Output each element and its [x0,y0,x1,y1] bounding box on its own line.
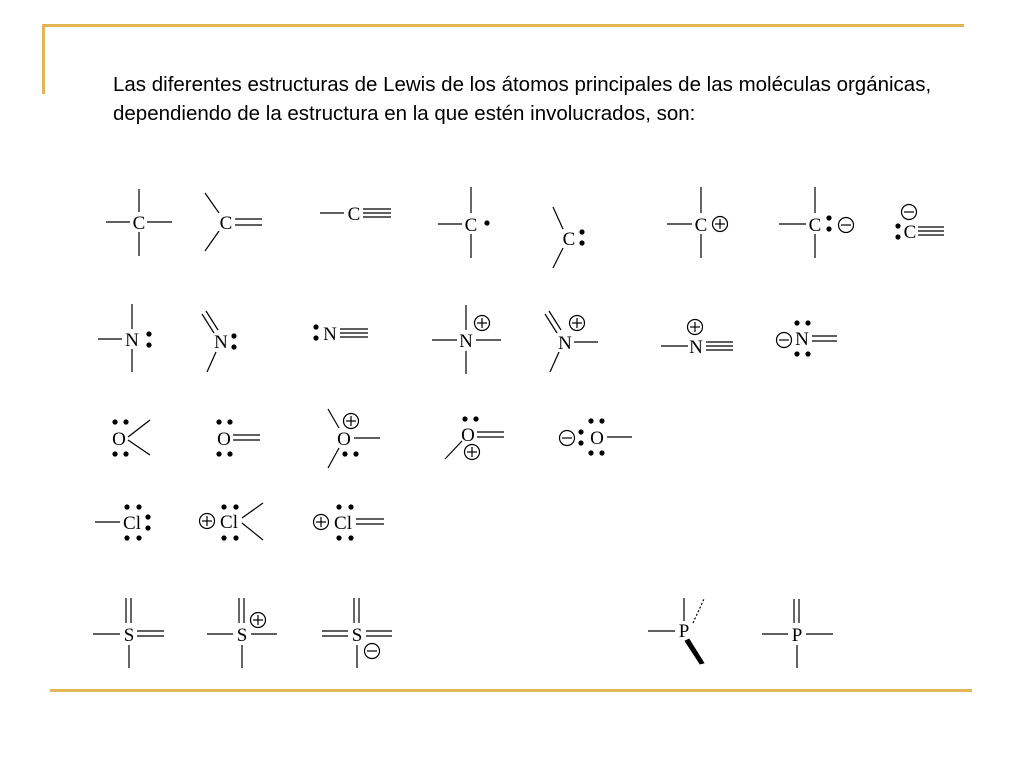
structure-oxygen-2 [216,419,260,456]
atom-symbol: C [132,213,146,234]
structure-carbon-8 [895,205,944,244]
positive-charge-icon [200,514,215,529]
atom-symbol: N [459,331,473,352]
structure-sulfur-2 [207,598,277,668]
atom-symbol: N [795,329,809,350]
atom-symbol: C [219,213,233,234]
negative-charge-icon [902,205,917,220]
structure-carbon-4 [438,187,490,258]
atom-symbol: P [678,621,690,642]
structure-carbon-7 [779,187,854,258]
atom-symbol: C [347,204,361,225]
atom-symbol: S [123,625,135,646]
atom-symbol: N [558,333,572,354]
atom-symbol: N [689,337,703,358]
structure-carbon-5 [553,207,585,268]
atom-symbol: C [694,215,708,236]
structure-oxygen-1 [112,419,150,456]
atom-symbol: S [236,625,248,646]
structure-sulfur-1 [93,598,164,668]
atom-symbol: Cl [220,512,238,533]
negative-charge-icon [560,431,575,446]
atom-symbol: N [214,332,228,353]
structure-nitrogen-4 [432,305,501,374]
atom-symbol: O [112,429,126,450]
atom-symbol: C [562,229,576,250]
structure-chlorine-2 [200,503,264,541]
structure-chlorine-1 [95,504,151,540]
positive-charge-icon [475,316,490,331]
atom-symbol: Cl [123,513,141,534]
structure-nitrogen-2 [202,311,237,372]
structure-phosphorus-2 [762,599,833,668]
atom-symbol: C [903,222,917,243]
atom-symbol: O [337,429,351,450]
structure-chlorine-3 [314,504,385,540]
positive-charge-icon [688,320,703,335]
positive-charge-icon [713,217,728,232]
atom-symbol: O [590,428,604,449]
atom-symbol: Cl [334,513,352,534]
atom-symbol: N [125,330,139,351]
structure-nitrogen-6 [661,320,733,359]
intro-text: Las diferentes estructuras de Lewis de los átomos principales de las moléculas orgánicas, dependiendo de la estructura en la que estén involucrados, son: [113,73,932,125]
atom-symbol: C [464,215,478,236]
structure-nitrogen-1 [98,304,152,372]
atom-symbol: N [323,324,337,345]
negative-charge-icon [839,218,854,233]
structure-nitrogen-5 [545,311,598,372]
atom-symbol: P [791,625,803,646]
atom-symbol: C [808,215,822,236]
structure-carbon-1 [106,189,172,256]
structure-sulfur-3 [322,598,392,668]
structure-carbon-3 [320,204,391,225]
positive-charge-icon [570,316,585,331]
positive-charge-icon [314,515,329,530]
structure-phosphorus-1 [648,598,704,664]
atom-symbol: S [351,625,363,646]
negative-charge-icon [777,333,792,348]
structure-oxygen-5 [560,418,633,455]
structure-nitrogen-7 [777,320,838,356]
atom-symbol: O [461,425,475,446]
negative-charge-icon [365,644,380,659]
structure-carbon-2 [205,193,262,251]
structure-nitrogen-3 [313,324,368,345]
structure-oxygen-3 [328,409,380,468]
positive-charge-icon [251,613,266,628]
atom-symbol: O [217,429,231,450]
structure-oxygen-4 [445,416,504,459]
positive-charge-icon [344,414,359,429]
structure-carbon-6 [667,187,728,258]
positive-charge-icon [465,445,480,460]
